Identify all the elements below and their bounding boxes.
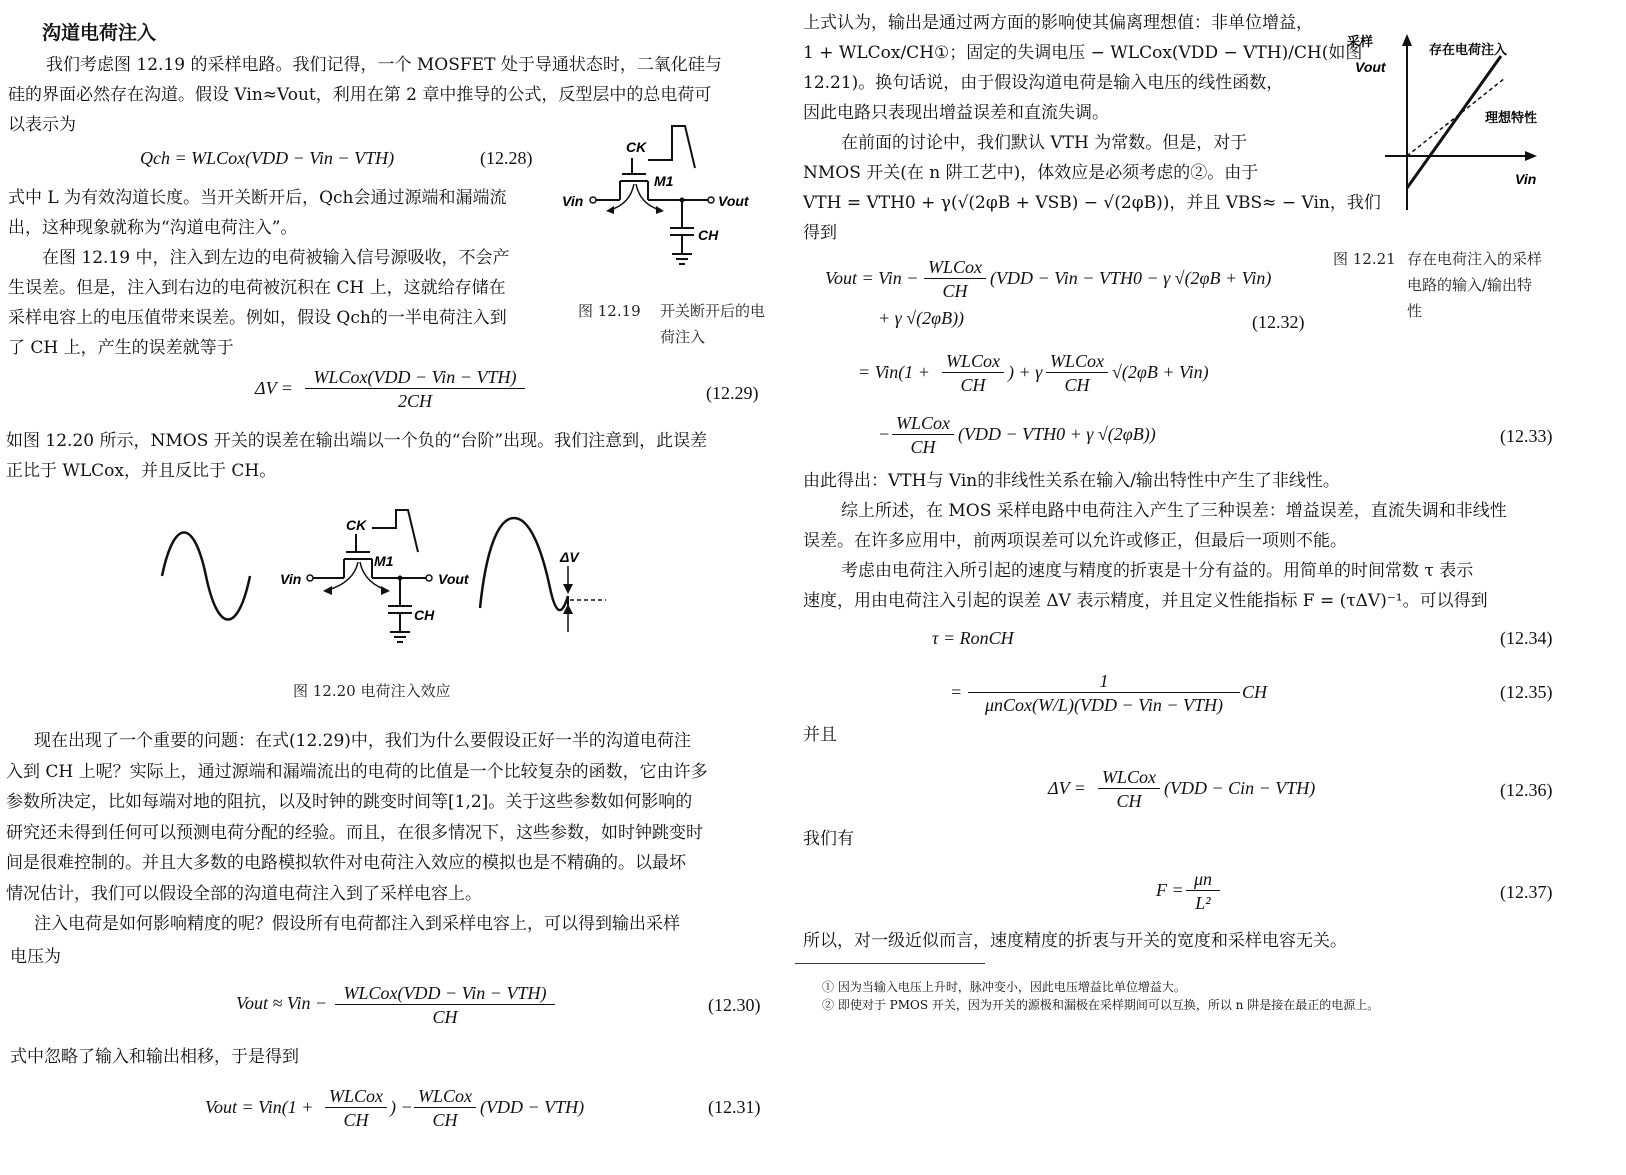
text-line: 出，这种现象就称为“沟道电荷注入”。 <box>8 218 298 238</box>
text-line: 在前面的讨论中，我们默认 VTH 为常数。但是，对于 <box>841 133 1248 153</box>
text-line: 生误差。但是，注入到右边的电荷被沉积在 CH 上，这就给存储在 <box>8 278 506 298</box>
equation-number: (12.30) <box>708 995 761 1015</box>
text-line: 现在出现了一个重要的问题：在式(12.29)中，我们为什么要假设正好一半的沟道电荷注 <box>34 731 691 751</box>
footnote-1: ① 因为当输入电压上升时，脉冲变小，因此电压增益比单位增益大。 <box>822 980 1186 994</box>
equation-12-33-part-e: (VDD − VTH0 + γ √(2φB)) <box>958 424 1156 444</box>
fraction-denominator: CH <box>960 375 986 395</box>
clock-label: CK <box>626 139 647 155</box>
text-line: 因此电路只表现出增益误差和直流失调。 <box>803 103 1109 123</box>
text-line: 注入电荷是如何影响精度的呢？假设所有电荷都注入到采样电容上，可以得到输出采样 <box>34 914 680 934</box>
fraction-denominator: CH <box>942 281 968 301</box>
footnote-divider <box>795 963 985 964</box>
fraction-numerator: WLCox <box>1046 350 1108 373</box>
equation-number: (12.28) <box>480 148 533 168</box>
capacitor-label: CH <box>698 227 719 243</box>
fraction-numerator: WLCox <box>924 256 986 279</box>
fraction-denominator: CH <box>432 1110 458 1130</box>
equation-12-33-part-d: − <box>878 424 891 444</box>
equation-12-33-part-c: √(2φB + Vin) <box>1112 362 1209 382</box>
caption-line: 电路的输入/输出特 <box>1407 276 1533 294</box>
vin-label: Vin <box>280 571 302 587</box>
text-line: 12.21)。换句话说，由于假设沟道电荷是输入电压的线性函数， <box>803 73 1284 93</box>
text-line: 研究还未得到任何可以预测电荷分配的经验。而且，在很多情况下，这些参数，如时钟跳变时 <box>6 822 703 843</box>
equation-12-29-denominator: 2CH <box>397 391 432 411</box>
figure-12-21-caption-number: 图 12.21 <box>1333 250 1396 268</box>
fraction-numerator: WLCox <box>892 412 954 435</box>
text-line: 硅的界面必然存在沟道。假设 Vin≈Vout，利用在第 2 章中推导的公式，反型层中的总电荷可 <box>8 85 712 105</box>
text-line: 考虑由电荷注入所引起的速度与精度的折衷是十分有益的。用简单的时间常数 τ 表示 <box>841 561 1474 581</box>
transistor-label: M1 <box>374 553 394 569</box>
right-paragraph-3 <box>803 466 1507 616</box>
caption-line: 存在电荷注入的采样 <box>1407 250 1543 268</box>
equation-12-32-part-a: Vout = Vin − <box>825 268 919 288</box>
text-line: 我们考虑图 12.19 的采样电路。我们记得，一个 MOSFET 处于导通状态时，二氧化硅与 <box>46 55 722 75</box>
vin-label: Vin <box>562 193 584 209</box>
paragraph-2 <box>8 183 509 363</box>
caption-line: 开关断开后的电 <box>660 302 766 320</box>
text-line: VTH = VTH0 + γ(√(2φB + VSB) − √(2φB))，并且 VBS≈ − Vin，我们 <box>803 193 1381 213</box>
delta-v-label: ΔV <box>560 549 579 565</box>
text-line: 综上所述，在 MOS 采样电路中电荷注入产生了三种误差：增益误差，直流失调和非线性 <box>841 501 1507 521</box>
clock-label: CK <box>346 517 367 533</box>
equation-12-31-part-b: ) − <box>390 1097 413 1117</box>
equation-12-35-part-b: CH <box>1242 682 1268 702</box>
figure-12-19-caption <box>660 298 765 350</box>
equation-12-33-part-b: ) + γ <box>1008 362 1043 382</box>
text-line: 情况估计，我们可以假设全部的沟道电荷注入到了采样电容上。 <box>6 883 482 904</box>
fraction-denominator: μnCox(W/L)(VDD − Vin − VTH) <box>985 695 1223 715</box>
text-line: 了 CH 上，产生的误差就等于 <box>8 338 234 358</box>
figure-12-21-caption <box>1407 246 1542 324</box>
equation-12-30-lhs: Vout ≈ Vin − <box>236 993 328 1013</box>
right-paragraph-1 <box>803 8 1362 128</box>
figure-12-20-diagram <box>150 498 620 658</box>
equation-12-29-lhs: ΔV = <box>255 378 293 398</box>
figure-12-19-circuit <box>560 118 760 273</box>
equation-12-33-part-a: = Vin(1 + <box>858 362 930 382</box>
text-line: 如图 12.20 所示，NMOS 开关的误差在输出端以一个负的“台阶”出现。我们注意到，此误差 <box>6 431 708 451</box>
figure-12-21-graph <box>1345 28 1550 218</box>
text-line: 速度，用由电荷注入引起的误差 ΔV 表示精度，并且定义性能指标 F = (τΔV)⁻¹。可以得到 <box>803 591 1488 611</box>
text-line: 在图 12.19 中，注入到左边的电荷被输入信号源吸收，不会产 <box>42 248 510 268</box>
equation-12-30-numerator: WLCox(VDD − Vin − VTH) <box>335 982 555 1005</box>
equation-12-30-denominator: CH <box>432 1007 458 1027</box>
text-line: 采样电容上的电压值带来误差。例如，假设 Qch的一半电荷注入到 <box>8 308 507 328</box>
text-line: 误差。在许多应用中，前两项误差可以允许或修正，但最后一项则不能。 <box>803 531 1347 551</box>
text-line: NMOS 开关(在 n 阱工艺中)，体效应是必须考虑的②。由于 <box>803 163 1259 183</box>
fraction-denominator: CH <box>343 1110 369 1130</box>
equation-12-36-part-b: (VDD − Cin − VTH) <box>1164 778 1316 798</box>
fraction-numerator: 1 <box>968 670 1240 693</box>
figure-12-20-caption: 图 12.20 电荷注入效应 <box>293 682 451 700</box>
equation-number: (12.32) <box>1252 312 1305 332</box>
right-paragraph-5: 我们有 <box>803 829 854 849</box>
section-title: 沟道电荷注入 <box>42 22 157 44</box>
equation-number: (12.31) <box>708 1097 761 1117</box>
text-line: 正比于 WLCox，并且反比于 CH。 <box>6 461 277 481</box>
fraction-numerator: WLCox <box>325 1085 387 1108</box>
right-paragraph-6: 所以，对一级近似而言，速度精度的折衷与开关的宽度和采样电容无关。 <box>803 931 1347 951</box>
vout-label: Vout <box>438 571 469 587</box>
text-line: 上式认为，输出是通过两方面的影响使其偏离理想值：非单位增益， <box>803 13 1313 33</box>
equation-12-31-part-a: Vout = Vin(1 + <box>205 1097 314 1117</box>
fraction-numerator: WLCox <box>1098 766 1160 789</box>
series-label-charge-injection: 存在电荷注入 <box>1429 42 1508 57</box>
x-axis-label: Vin <box>1515 171 1537 187</box>
equation-number: (12.29) <box>706 383 759 403</box>
footnote-2: ② 即使对于 PMOS 开关，因为开关的源极和漏极在采样期间可以互换，所以 n 阱是接在最正的电源上。 <box>822 998 1380 1012</box>
caption-line: 性 <box>1407 302 1423 320</box>
y-axis-label-line2: Vout <box>1355 59 1386 75</box>
text-line: 以表示为 <box>8 115 76 135</box>
equation-12-31-part-c: (VDD − VTH) <box>480 1097 585 1117</box>
fraction-denominator: CH <box>1064 375 1090 395</box>
equation-12-28: Qch = WLCox(VDD − Vin − VTH) <box>140 148 395 168</box>
text-line: 由此得出：VTH与 Vin的非线性关系在输入/输出特性中产生了非线性。 <box>803 471 1340 491</box>
paragraph-3 <box>6 426 707 486</box>
caption-line: 荷注入 <box>660 328 706 346</box>
paragraph-5: 电压为 <box>10 947 61 967</box>
equation-12-32-part-c: + γ √(2φB)) <box>878 308 965 328</box>
equation-12-29-numerator: WLCox(VDD − Vin − VTH) <box>305 366 525 389</box>
text-line: 式中 L 为有效沟道长度。当开关断开后，Qch会通过源端和漏端流 <box>8 188 507 208</box>
right-paragraph-2 <box>803 128 1381 248</box>
equation-number: (12.36) <box>1500 780 1553 800</box>
fraction-numerator: WLCox <box>942 350 1004 373</box>
equation-number: (12.37) <box>1500 882 1553 902</box>
fraction-numerator: μn <box>1186 868 1220 891</box>
fraction-denominator: CH <box>910 437 936 457</box>
fraction-numerator: WLCox <box>414 1085 476 1108</box>
paragraph-4 <box>6 726 708 940</box>
vout-label: Vout <box>718 193 749 209</box>
fraction-denominator: CH <box>1116 791 1142 811</box>
equation-12-34: τ = RonCH <box>932 628 1014 648</box>
text-line: 入到 CH 上呢？实际上，通过源端和漏端流出的电荷的比值是一个比较复杂的函数，它由许多 <box>6 761 708 782</box>
y-axis-label-line1: 采样 <box>1347 34 1374 49</box>
figure-12-19-caption-number: 图 12.19 <box>578 302 641 320</box>
text-line: 1 + WLCox/CH①；固定的失调电压 − WLCox(VDD − VTH)/CH(如图 <box>803 43 1363 63</box>
paragraph-6: 式中忽略了输入和输出相移，于是得到 <box>10 1047 299 1067</box>
capacitor-label: CH <box>414 607 435 623</box>
text-line: 间是很难控制的。并且大多数的电路模拟软件对电荷注入效应的模拟也是不精确的。以最坏 <box>6 853 686 873</box>
right-paragraph-4: 并且 <box>803 725 837 745</box>
transistor-label: M1 <box>654 173 674 189</box>
text-line: 参数所决定，比如每端对地的阻抗，以及时钟的跳变时间等[1,2]。关于这些参数如何影响的 <box>6 792 693 812</box>
equation-12-37-part-a: F = <box>1156 880 1184 900</box>
equation-12-35-part-a: = <box>950 682 963 702</box>
fraction-denominator: L² <box>1195 893 1211 913</box>
series-label-ideal: 理想特性 <box>1485 110 1538 125</box>
text-line: 得到 <box>803 223 837 243</box>
equation-number: (12.35) <box>1500 682 1553 702</box>
equation-12-32-part-b: (VDD − Vin − VTH0 − γ √(2φB + Vin) <box>990 268 1272 288</box>
equation-number: (12.33) <box>1500 426 1553 446</box>
equation-number: (12.34) <box>1500 628 1553 648</box>
equation-12-36-part-a: ΔV = <box>1048 778 1086 798</box>
